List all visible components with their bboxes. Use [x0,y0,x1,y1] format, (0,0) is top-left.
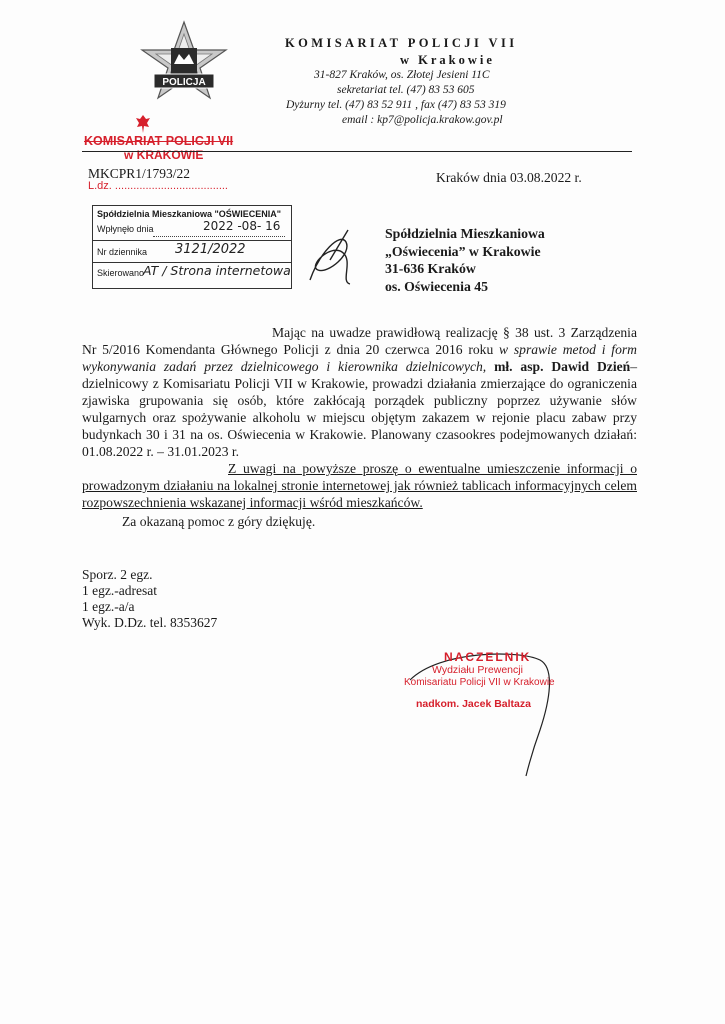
eagle-emblem-icon [135,113,151,135]
reg-directed-label: Skierowano [97,268,145,278]
recipient-block [385,225,545,295]
signature-line3: Komisariatu Policji VII w Krakowie [404,677,555,688]
reg-received-label: Wpłynęło dnia [97,224,154,234]
red-stamp-line1: KOMISARIAT POLICJI VII [84,134,234,148]
footer-line4: Wyk. D.Dz. tel. 8353627 [82,615,218,630]
recipient-line2: „Oświecenia” w Krakowie [385,243,541,259]
handwritten-signature [300,222,360,290]
header-address: 31-827 Kraków, os. Złotej Jesieni 11C [314,69,490,81]
red-stamp-line2: w KRAKOWIE [124,148,204,162]
body-p1-italic: w sprawie metod i form wykonywania zadań przez dzielnicowego i kierownika dzielnicowych, [82,342,637,374]
recipient-line1: Spółdzielnia Mieszkaniowa [385,226,545,241]
body-p1-text-a: Mając na uwadze prawidłową realizację § 38 ust. 3 Zarządzenia Nr 5/2016 Komendanta Głównego Policji z dnia 20 czerwca 2016 roku [82,325,637,357]
footer-block [82,567,217,631]
registration-stamp [92,205,292,289]
date-line: Kraków dnia 03.08.2022 r. [436,170,582,185]
header-duty: Dyżurny tel. (47) 83 52 911 , fax (47) 83 53 319 [286,99,506,111]
header-divider [82,151,632,152]
footer-line2: 1 egz.-adresat [82,583,157,598]
signature-line2: Wydziału Prewencji [432,664,523,676]
reference-number: MKCPR1/1793/22 [88,166,191,181]
police-star-logo [138,20,230,120]
header-secretariat: sekretariat tel. (47) 83 53 605 [337,84,475,96]
header-email: email : kp7@policja.krakow.gov.pl [342,114,503,126]
reg-journal-value: 3121/2022 [175,242,246,257]
reg-line1 [153,236,285,237]
body-paragraph-3: Za okazaną pomoc z góry dziękuję. [122,514,316,529]
header-title: KOMISARIAT POLICJI VII [285,36,518,50]
body-p1-bold: mł. asp. Dawid Dzień [486,359,631,374]
footer-line3: 1 egz.-a/a [82,599,135,614]
letter-body [82,324,637,530]
header-subtitle: w Krakowie [400,53,495,67]
ldz-label: L.dz. ..................................... [88,180,228,192]
reg-received-value: 2022 -08- 16 [203,219,281,233]
signature-line4: nadkom. Jacek Baltaza [416,698,531,710]
recipient-line4: os. Oświecenia 45 [385,278,489,294]
reg-divider1 [93,240,291,241]
reg-org: Spółdzielnia Mieszkaniowa "OŚWIECENIA" [97,209,282,219]
body-paragraph-2: Z uwagi na powyższe proszę o ewentualne umieszczenie informacji o prowadzonym działaniu na lokalnej stronie internetowej jak również tablicach informacyjnych celem rozpowszechnienia wskazanej informacji wśród mieszkańców. [82,461,637,510]
body-paragraph-1 [82,324,637,460]
footer-line1: Sporz. 2 egz. [82,567,153,582]
signature-line1: NACZELNIK [444,650,532,664]
reg-journal-label: Nr dziennika [97,247,148,257]
recipient-line3: 31-636 Kraków [385,261,476,276]
body-p1-text-b: – dzielnicowy z Komisariatu Policji VII w Krakowie, prowadzi działania zmierzające do ograniczenia zjawiska grupowania się osób, które zakłócają porządek publiczny poprzez używanie słów wulgarnych oraz spożywanie alkoholu w miejscu objętym zakazem w rejonie placu zabaw przy budynkach 30 i 31 na os. Oświecenia w Krakowie. Planowany czasookres podejmowanych działań: 01.08.2022 r. – 31.01.2023 r. [82,359,637,459]
reg-directed-value: AT / Strona internetowa [143,263,291,278]
logo-text: POLICJA [162,77,206,88]
